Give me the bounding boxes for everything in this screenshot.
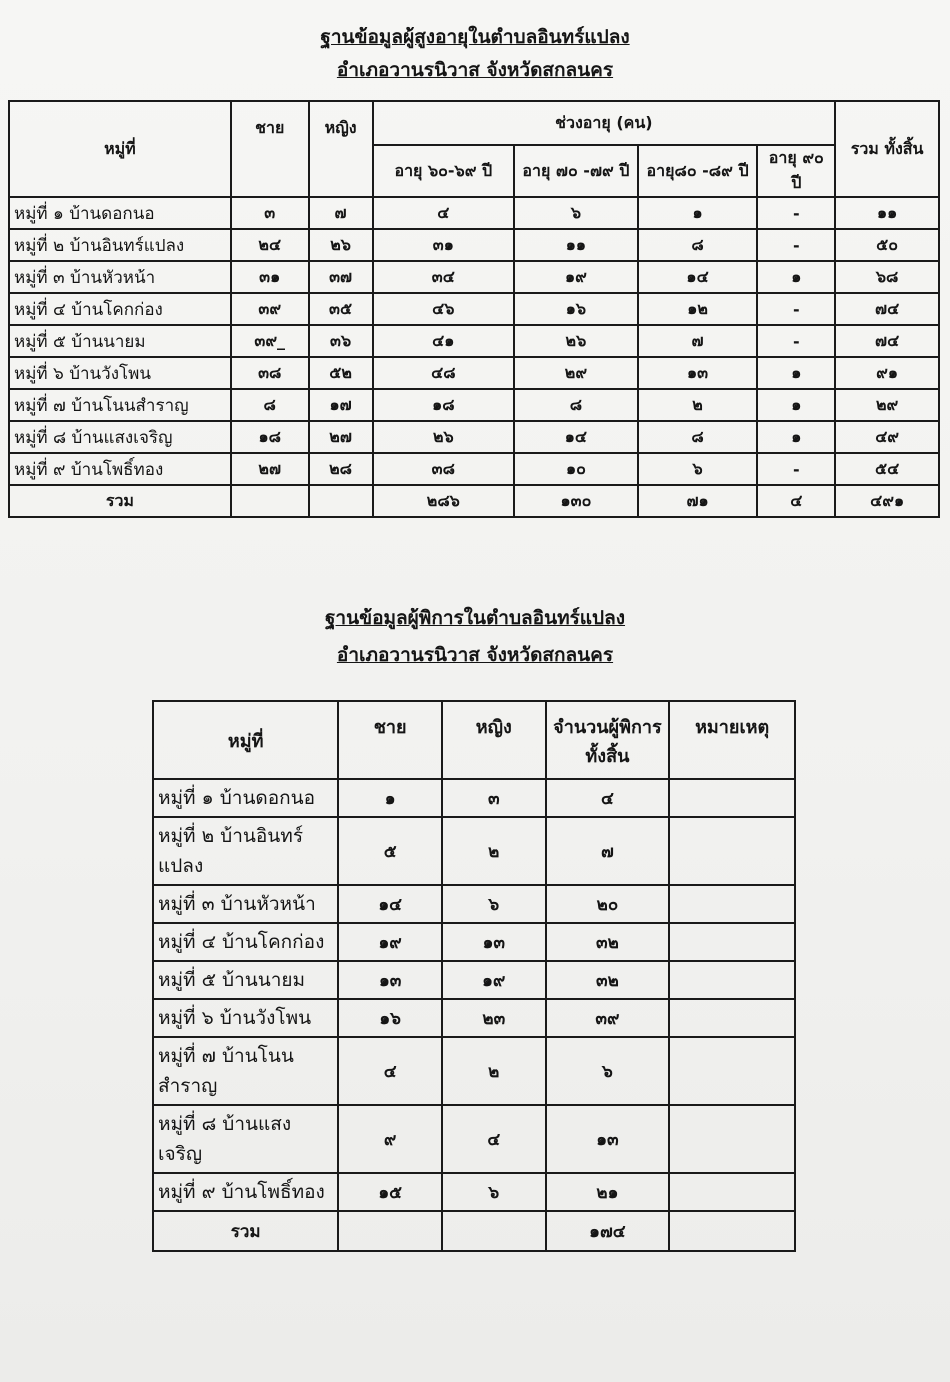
value-cell-total: ๕๐ bbox=[835, 229, 939, 261]
value-cell-a90: - bbox=[757, 293, 835, 325]
value-cell-male: ๕ bbox=[338, 817, 442, 885]
village-name-cell: หมู่ที่ ๕ บ้านนายม bbox=[9, 325, 231, 357]
value-cell-a90: ๑ bbox=[757, 357, 835, 389]
header-age-90: อายุ ๙๐ ปี bbox=[757, 145, 835, 197]
value-cell-note bbox=[669, 1037, 795, 1105]
value-cell-a80: ๖ bbox=[638, 453, 758, 485]
value-cell-a60: ๑๘ bbox=[373, 389, 515, 421]
value-cell-female: ๗ bbox=[309, 197, 373, 229]
value-cell-a60: ๓๔ bbox=[373, 261, 515, 293]
elderly-row bbox=[9, 293, 939, 325]
disabled-row bbox=[153, 1037, 795, 1105]
header-male: ชาย bbox=[338, 701, 442, 779]
value-cell-male: ๒๔ bbox=[231, 229, 309, 261]
value-cell-a80: ๘ bbox=[638, 421, 758, 453]
header-female: หญิง bbox=[309, 101, 373, 197]
value-cell-total: ๓๒ bbox=[546, 961, 670, 999]
value-cell-male: ๓๙ bbox=[231, 293, 309, 325]
value-cell-note bbox=[669, 961, 795, 999]
village-name-cell: หมู่ที่ ๙ บ้านโพธิ์ทอง bbox=[9, 453, 231, 485]
village-name-cell: หมู่ที่ ๓ บ้านหัวหน้า bbox=[9, 261, 231, 293]
elderly-title: ฐานข้อมูลผู้สูงอายุในตำบลอินทร์แปลง bbox=[320, 26, 630, 48]
value-cell-a70: ๒๙ bbox=[514, 357, 638, 389]
disabled-sum-row bbox=[153, 1211, 795, 1251]
sum-label: รวม bbox=[9, 485, 231, 517]
value-cell-total: ๕๔ bbox=[835, 453, 939, 485]
sum-total: ๑๗๔ bbox=[546, 1211, 670, 1251]
value-cell-a80: ๗ bbox=[638, 325, 758, 357]
value-cell-a90: ๑ bbox=[757, 389, 835, 421]
elderly-sum-row bbox=[9, 485, 939, 517]
header-age-range: ช่วงอายุ (คน) bbox=[373, 101, 836, 145]
village-name-cell: หมู่ที่ ๑ บ้านดอกนอ bbox=[153, 779, 338, 817]
value-cell-male: ๓๑ bbox=[231, 261, 309, 293]
value-cell-a70: ๑๐ bbox=[514, 453, 638, 485]
elderly-table-body bbox=[9, 197, 939, 485]
value-cell-female: ๓๗ bbox=[309, 261, 373, 293]
disabled-title: ฐานข้อมูลผู้พิการในตำบลอินทร์แปลง bbox=[324, 607, 626, 629]
value-cell-male: ๓๙_ bbox=[231, 325, 309, 357]
disabled-row bbox=[153, 961, 795, 999]
disabled-row bbox=[153, 817, 795, 885]
sum-male bbox=[231, 485, 309, 517]
disabled-table-body bbox=[153, 779, 795, 1211]
disabled-row bbox=[153, 1105, 795, 1173]
elderly-row bbox=[9, 421, 939, 453]
value-cell-note bbox=[669, 923, 795, 961]
value-cell-total: ๗๔ bbox=[835, 325, 939, 357]
value-cell-a80: ๘ bbox=[638, 229, 758, 261]
value-cell-male: ๑๖ bbox=[338, 999, 442, 1037]
elderly-row bbox=[9, 325, 939, 357]
value-cell-total: ๑๑ bbox=[835, 197, 939, 229]
value-cell-note bbox=[669, 1105, 795, 1173]
value-cell-female: ๕๒ bbox=[309, 357, 373, 389]
value-cell-total: ๓๙ bbox=[546, 999, 670, 1037]
disabled-row bbox=[153, 923, 795, 961]
value-cell-total: ๖๘ bbox=[835, 261, 939, 293]
disabled-row bbox=[153, 779, 795, 817]
sum-age-70-79: ๑๓๐ bbox=[514, 485, 638, 517]
elderly-subtitle: อำเภอวานรนิวาส จังหวัดสกลนคร bbox=[336, 59, 614, 81]
value-cell-female: ๔ bbox=[442, 1105, 546, 1173]
value-cell-a60: ๔๘ bbox=[373, 357, 515, 389]
header-note: หมายเหตุ bbox=[669, 701, 795, 779]
value-cell-female: ๒๓ bbox=[442, 999, 546, 1037]
value-cell-total: ๔๙ bbox=[835, 421, 939, 453]
village-name-cell: หมู่ที่ ๖ บ้านวังโพน bbox=[153, 999, 338, 1037]
value-cell-female: ๓๕ bbox=[309, 293, 373, 325]
value-cell-total: ๖ bbox=[546, 1037, 670, 1105]
value-cell-male: ๓๘ bbox=[231, 357, 309, 389]
value-cell-male: ๑ bbox=[338, 779, 442, 817]
value-cell-female: ๒๖ bbox=[309, 229, 373, 261]
value-cell-a90: ๑ bbox=[757, 421, 835, 453]
village-name-cell: หมู่ที่ ๗ บ้านโนน สำราญ bbox=[153, 1037, 338, 1105]
value-cell-total: ๓๒ bbox=[546, 923, 670, 961]
sum-total: ๔๙๑ bbox=[835, 485, 939, 517]
elderly-row bbox=[9, 261, 939, 293]
value-cell-total: ๗ bbox=[546, 817, 670, 885]
value-cell-a80: ๑๓ bbox=[638, 357, 758, 389]
sum-female bbox=[442, 1211, 546, 1251]
value-cell-female: ๓ bbox=[442, 779, 546, 817]
value-cell-total: ๙๑ bbox=[835, 357, 939, 389]
village-name-cell: หมู่ที่ ๓ บ้านหัวหน้า bbox=[153, 885, 338, 923]
value-cell-male: ๙ bbox=[338, 1105, 442, 1173]
village-name-cell: หมู่ที่ ๗ บ้านโนนสำราญ bbox=[9, 389, 231, 421]
value-cell-male: ๒๗ bbox=[231, 453, 309, 485]
disabled-table bbox=[152, 700, 796, 1252]
value-cell-total: ๗๔ bbox=[835, 293, 939, 325]
value-cell-female: ๖ bbox=[442, 1173, 546, 1211]
header-female: หญิง bbox=[442, 701, 546, 779]
value-cell-a60: ๔ bbox=[373, 197, 515, 229]
value-cell-a70: ๑๔ bbox=[514, 421, 638, 453]
village-name-cell: หมู่ที่ ๔ บ้านโคกก่อง bbox=[153, 923, 338, 961]
value-cell-female: ๑๓ bbox=[442, 923, 546, 961]
sum-age-80-89: ๗๑ bbox=[638, 485, 758, 517]
value-cell-a90: - bbox=[757, 325, 835, 357]
disabled-row bbox=[153, 1173, 795, 1211]
elderly-row bbox=[9, 197, 939, 229]
value-cell-female: ๒ bbox=[442, 817, 546, 885]
village-name-cell: หมู่ที่ ๕ บ้านนายม bbox=[153, 961, 338, 999]
value-cell-a60: ๒๖ bbox=[373, 421, 515, 453]
disabled-row bbox=[153, 885, 795, 923]
village-name-cell: หมู่ที่ ๖ บ้านวังโพน bbox=[9, 357, 231, 389]
value-cell-note bbox=[669, 817, 795, 885]
header-total: รวม ทั้งสิ้น bbox=[835, 101, 939, 197]
village-name-cell: หมู่ที่ ๙ บ้านโพธิ์ทอง bbox=[153, 1173, 338, 1211]
header-age-70-79: อายุ ๗๐ -๗๙ ปี bbox=[514, 145, 638, 197]
value-cell-a80: ๑ bbox=[638, 197, 758, 229]
value-cell-female: ๒ bbox=[442, 1037, 546, 1105]
value-cell-a70: ๖ bbox=[514, 197, 638, 229]
value-cell-total: ๔ bbox=[546, 779, 670, 817]
sum-male bbox=[338, 1211, 442, 1251]
header-male: ชาย bbox=[231, 101, 309, 197]
elderly-row bbox=[9, 389, 939, 421]
header-total: จำนวนผู้พิการทั้งสิ้น bbox=[546, 701, 670, 779]
value-cell-female: ๒๘ bbox=[309, 453, 373, 485]
value-cell-a90: - bbox=[757, 453, 835, 485]
elderly-table bbox=[8, 100, 940, 518]
sum-age-60-69: ๒๘๖ bbox=[373, 485, 515, 517]
value-cell-a60: ๔๑ bbox=[373, 325, 515, 357]
value-cell-female: ๓๖ bbox=[309, 325, 373, 357]
value-cell-note bbox=[669, 999, 795, 1037]
header-village: หมู่ที่ bbox=[153, 701, 338, 779]
value-cell-a80: ๒ bbox=[638, 389, 758, 421]
value-cell-total: ๒๙ bbox=[835, 389, 939, 421]
value-cell-note bbox=[669, 885, 795, 923]
elderly-row bbox=[9, 453, 939, 485]
sum-note bbox=[669, 1211, 795, 1251]
village-name-cell: หมู่ที่ ๑ บ้านดอกนอ bbox=[9, 197, 231, 229]
value-cell-a90: ๑ bbox=[757, 261, 835, 293]
value-cell-male: ๓ bbox=[231, 197, 309, 229]
value-cell-female: ๑๗ bbox=[309, 389, 373, 421]
header-village: หมู่ที่ bbox=[9, 101, 231, 197]
value-cell-a60: ๔๖ bbox=[373, 293, 515, 325]
village-name-cell: หมู่ที่ ๒ บ้านอินทร์แปลง bbox=[9, 229, 231, 261]
value-cell-note bbox=[669, 1173, 795, 1211]
elderly-row bbox=[9, 229, 939, 261]
value-cell-male: ๘ bbox=[231, 389, 309, 421]
disabled-row bbox=[153, 999, 795, 1037]
village-name-cell: หมู่ที่ ๒ บ้านอินทร์ แปลง bbox=[153, 817, 338, 885]
value-cell-female: ๖ bbox=[442, 885, 546, 923]
village-name-cell: หมู่ที่ ๔ บ้านโคกก่อง bbox=[9, 293, 231, 325]
elderly-row bbox=[9, 357, 939, 389]
village-name-cell: หมู่ที่ ๘ บ้านแสงเจริญ bbox=[9, 421, 231, 453]
header-age-60-69: อายุ ๖๐-๖๙ ปี bbox=[373, 145, 515, 197]
value-cell-total: ๒๑ bbox=[546, 1173, 670, 1211]
value-cell-a80: ๑๔ bbox=[638, 261, 758, 293]
header-age-80-89: อายุ๘๐ -๘๙ ปี bbox=[638, 145, 758, 197]
disabled-subtitle: อำเภอวานรนิวาส จังหวัดสกลนคร bbox=[336, 644, 614, 666]
village-name-cell: หมู่ที่ ๘ บ้านแสง เจริญ bbox=[153, 1105, 338, 1173]
value-cell-male: ๑๔ bbox=[338, 885, 442, 923]
value-cell-a70: ๑๙ bbox=[514, 261, 638, 293]
value-cell-a90: - bbox=[757, 229, 835, 261]
value-cell-male: ๑๙ bbox=[338, 923, 442, 961]
value-cell-female: ๒๗ bbox=[309, 421, 373, 453]
value-cell-male: ๑๕ bbox=[338, 1173, 442, 1211]
value-cell-a60: ๓๑ bbox=[373, 229, 515, 261]
value-cell-total: ๒๐ bbox=[546, 885, 670, 923]
sum-age-90: ๔ bbox=[757, 485, 835, 517]
value-cell-female: ๑๙ bbox=[442, 961, 546, 999]
value-cell-male: ๑๘ bbox=[231, 421, 309, 453]
value-cell-a70: ๘ bbox=[514, 389, 638, 421]
value-cell-a70: ๑๑ bbox=[514, 229, 638, 261]
value-cell-a70: ๑๖ bbox=[514, 293, 638, 325]
value-cell-a70: ๒๖ bbox=[514, 325, 638, 357]
value-cell-note bbox=[669, 779, 795, 817]
sum-label: รวม bbox=[153, 1211, 338, 1251]
value-cell-male: ๑๓ bbox=[338, 961, 442, 999]
value-cell-a60: ๓๘ bbox=[373, 453, 515, 485]
value-cell-total: ๑๓ bbox=[546, 1105, 670, 1173]
value-cell-a90: - bbox=[757, 197, 835, 229]
sum-female bbox=[309, 485, 373, 517]
value-cell-a80: ๑๒ bbox=[638, 293, 758, 325]
value-cell-male: ๔ bbox=[338, 1037, 442, 1105]
